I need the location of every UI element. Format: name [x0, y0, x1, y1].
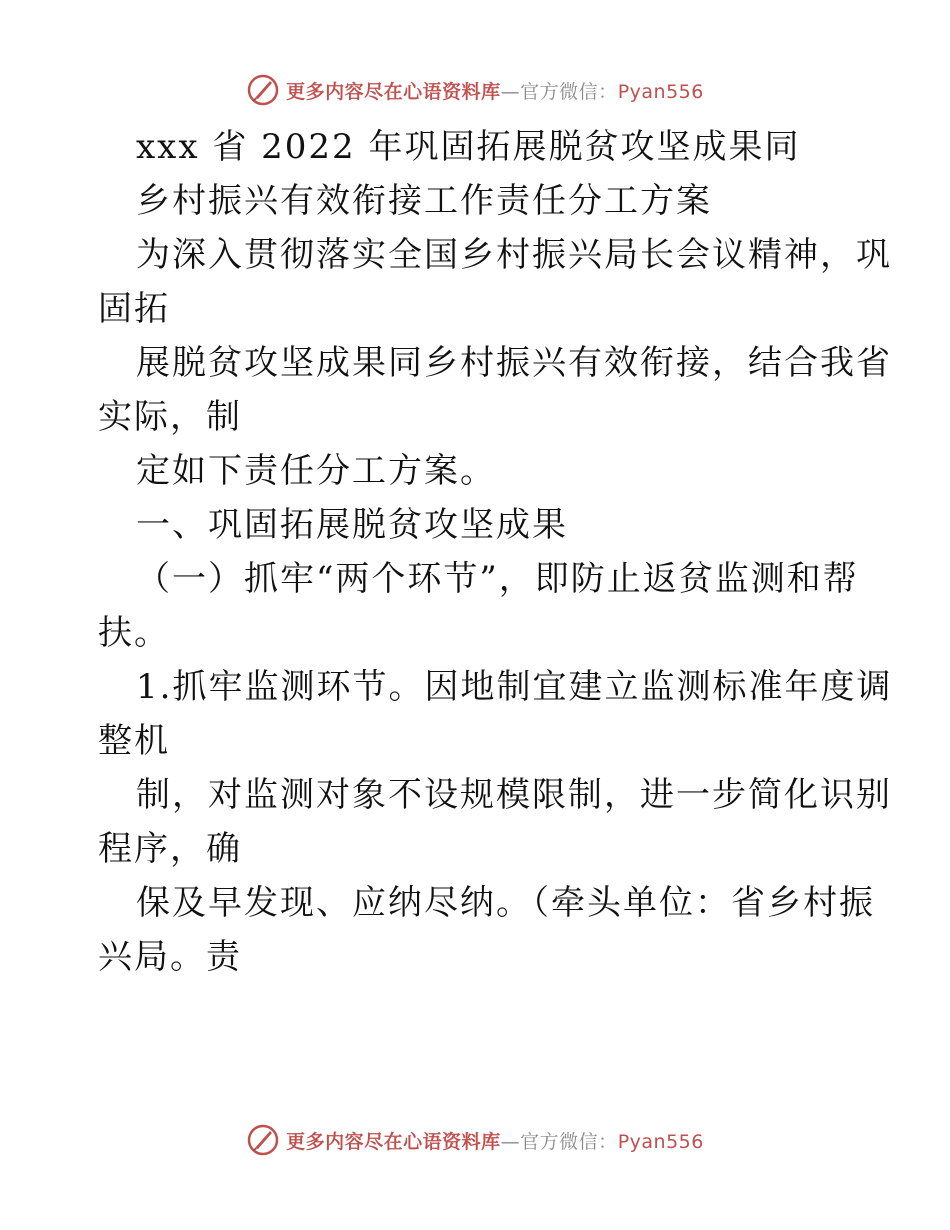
watermark-dash: — [500, 1130, 521, 1153]
subsection-heading: （一）抓牢“两个环节”，即防止返贫监测和帮 [136, 559, 859, 599]
section-heading: 一、巩固拓展脱贫攻坚成果 [136, 505, 568, 545]
doc-paragraph-line: 1.抓牢监测环节。因地制宜建立监测标准年度调 [136, 667, 893, 707]
document-body [98, 120, 893, 984]
watermark-wechat-id: Pyan556 [617, 80, 704, 103]
doc-paragraph-line: 展脱贫攻坚成果同乡村振兴有效衔接，结合我省 [136, 343, 892, 383]
doc-paragraph-line: 固拓 [98, 289, 170, 329]
watermark-wechat-id: Pyan556 [617, 1130, 704, 1153]
watermark-label: 官方微信： [520, 80, 618, 103]
quill-pen-logo-icon [246, 73, 280, 107]
doc-paragraph-line: 实际，制 [98, 397, 242, 437]
doc-paragraph-line: 整机 [98, 721, 170, 761]
watermark-prefix: 更多内容尽在心语资料库 [286, 80, 501, 103]
header-watermark [0, 70, 950, 110]
watermark-dash: — [500, 80, 521, 103]
watermark-prefix: 更多内容尽在心语资料库 [286, 1130, 501, 1153]
doc-paragraph-line: 为深入贯彻落实全国乡村振兴局长会议精神，巩 [136, 235, 892, 275]
footer-watermark [0, 1120, 950, 1160]
doc-paragraph-line: 兴局。责 [98, 937, 242, 977]
doc-paragraph-line: 保及早发现、应纳尽纳。（牵头单位：省乡村振 [136, 883, 875, 923]
doc-title-line-1: xxx 省 2022 年巩固拓展脱贫攻坚成果同 [136, 127, 801, 167]
doc-paragraph-line: 定如下责任分工方案。 [136, 451, 496, 491]
doc-paragraph-line: 制，对监测对象不设规模限制，进一步简化识别 [136, 775, 892, 815]
doc-title-line-2: 乡村振兴有效衔接工作责任分工方案 [136, 181, 712, 221]
doc-paragraph-line: 程序，确 [98, 829, 242, 869]
quill-pen-logo-icon [246, 1123, 280, 1157]
watermark-label: 官方微信： [520, 1130, 618, 1153]
doc-paragraph-line: 扶。 [98, 613, 170, 653]
